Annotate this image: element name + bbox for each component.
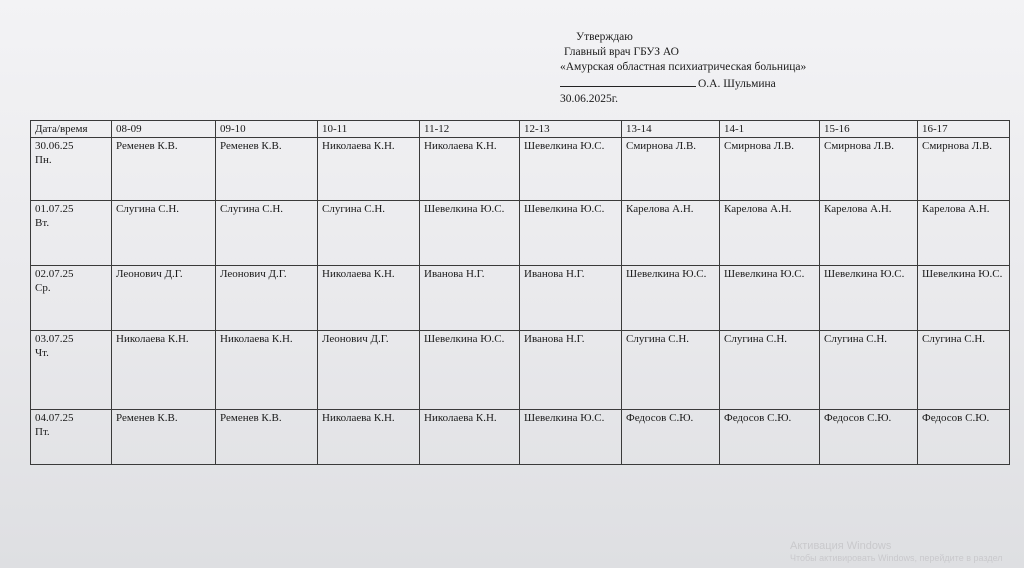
schedule-cell: Иванова Н.Г. [420, 266, 520, 331]
schedule-cell: Николаева К.Н. [112, 331, 216, 410]
schedule-cell: Слугина С.Н. [820, 331, 918, 410]
windows-watermark-title: Активация Windows [790, 540, 892, 552]
header-cell: 12-13 [520, 121, 622, 138]
header-cell: 16-17 [918, 121, 1010, 138]
schedule-cell: Слугина С.Н. [720, 331, 820, 410]
schedule-cell: Слугина С.Н. [318, 201, 420, 266]
schedule-cell: Слугина С.Н. [918, 331, 1010, 410]
schedule-cell: Шевелкина Ю.С. [820, 266, 918, 331]
header-cell: 11-12 [420, 121, 520, 138]
approval-date: 30.06.2025г. [560, 93, 619, 105]
windows-watermark-text: Чтобы активировать Windows, перейдите в раздел [790, 553, 1003, 563]
schedule-cell: Слугина С.Н. [216, 201, 318, 266]
approval-organization: «Амурская областная психиатрическая больница» [560, 61, 807, 73]
row-date: 04.07.25 [35, 412, 74, 424]
schedule-cell: Николаева К.Н. [318, 138, 420, 201]
row-weekday: Пн. [35, 154, 52, 166]
approval-title: Утверждаю [576, 31, 633, 43]
schedule-cell: Смирнова Л.В. [622, 138, 720, 201]
schedule-cell: Николаева К.Н. [420, 138, 520, 201]
schedule-cell: Шевелкина Ю.С. [520, 138, 622, 201]
schedule-cell: Иванова Н.Г. [520, 331, 622, 410]
schedule-cell: Николаева К.Н. [318, 410, 420, 465]
schedule-cell: Шевелкина Ю.С. [520, 410, 622, 465]
schedule-cell: Николаева К.Н. [216, 331, 318, 410]
schedule-cell: Шевелкина Ю.С. [720, 266, 820, 331]
schedule-cell: Шевелкина Ю.С. [420, 331, 520, 410]
schedule-cell: Карелова А.Н. [820, 201, 918, 266]
schedule-cell: Шевелкина Ю.С. [520, 201, 622, 266]
schedule-cell: Шевелкина Ю.С. [622, 266, 720, 331]
table-row [31, 410, 1010, 465]
schedule-cell: Леонович Д.Г. [112, 266, 216, 331]
date-cell [31, 138, 112, 201]
row-weekday: Чт. [35, 347, 49, 359]
schedule-cell: Слугина С.Н. [622, 331, 720, 410]
date-cell [31, 331, 112, 410]
schedule-cell: Федосов С.Ю. [622, 410, 720, 465]
schedule-cell: Слугина С.Н. [112, 201, 216, 266]
header-cell: 14-1 [720, 121, 820, 138]
schedule-cell: Леонович Д.Г. [216, 266, 318, 331]
row-weekday: Вт. [35, 217, 50, 229]
header-cell: Дата/время [31, 121, 112, 138]
schedule-table [30, 120, 1010, 465]
schedule-cell: Николаева К.Н. [318, 266, 420, 331]
schedule-cell: Шевелкина Ю.С. [420, 201, 520, 266]
header-cell: 15-16 [820, 121, 918, 138]
approval-signature: О.А. Шульмина [698, 78, 776, 90]
signature-underline [560, 75, 696, 87]
header-cell: 10-11 [318, 121, 420, 138]
date-cell [31, 410, 112, 465]
table-row [31, 266, 1010, 331]
header-cell: 13-14 [622, 121, 720, 138]
schedule-cell: Карелова А.Н. [918, 201, 1010, 266]
schedule-cell: Ременев К.В. [112, 410, 216, 465]
approval-block [560, 30, 880, 107]
schedule-cell: Федосов С.Ю. [720, 410, 820, 465]
schedule-cell: Иванова Н.Г. [520, 266, 622, 331]
schedule-cell: Карелова А.Н. [622, 201, 720, 266]
schedule-cell: Ременев К.В. [216, 138, 318, 201]
header-cell: 08-09 [112, 121, 216, 138]
schedule-cell: Карелова А.Н. [720, 201, 820, 266]
table-body [31, 138, 1010, 465]
row-date: 03.07.25 [35, 333, 74, 345]
row-date: 30.06.25 [35, 140, 74, 152]
schedule-cell: Ременев К.В. [112, 138, 216, 201]
schedule-cell: Леонович Д.Г. [318, 331, 420, 410]
schedule-cell: Ременев К.В. [216, 410, 318, 465]
header-cell: 09-10 [216, 121, 318, 138]
table-row [31, 201, 1010, 266]
schedule-cell: Смирнова Л.В. [820, 138, 918, 201]
schedule-cell: Федосов С.Ю. [820, 410, 918, 465]
row-date: 02.07.25 [35, 268, 74, 280]
date-cell [31, 266, 112, 331]
approval-signature-line [560, 75, 880, 92]
row-date: 01.07.25 [35, 203, 74, 215]
schedule-cell: Смирнова Л.В. [918, 138, 1010, 201]
schedule-cell: Федосов С.Ю. [918, 410, 1010, 465]
row-weekday: Ср. [35, 282, 51, 294]
approval-position: Главный врач ГБУЗ АО [564, 46, 679, 58]
table-row [31, 331, 1010, 410]
table-header-row [31, 121, 1010, 138]
date-cell [31, 201, 112, 266]
schedule-cell: Смирнова Л.В. [720, 138, 820, 201]
schedule-cell: Шевелкина Ю.С. [918, 266, 1010, 331]
table-row [31, 138, 1010, 201]
row-weekday: Пт. [35, 426, 50, 438]
schedule-cell: Николаева К.Н. [420, 410, 520, 465]
